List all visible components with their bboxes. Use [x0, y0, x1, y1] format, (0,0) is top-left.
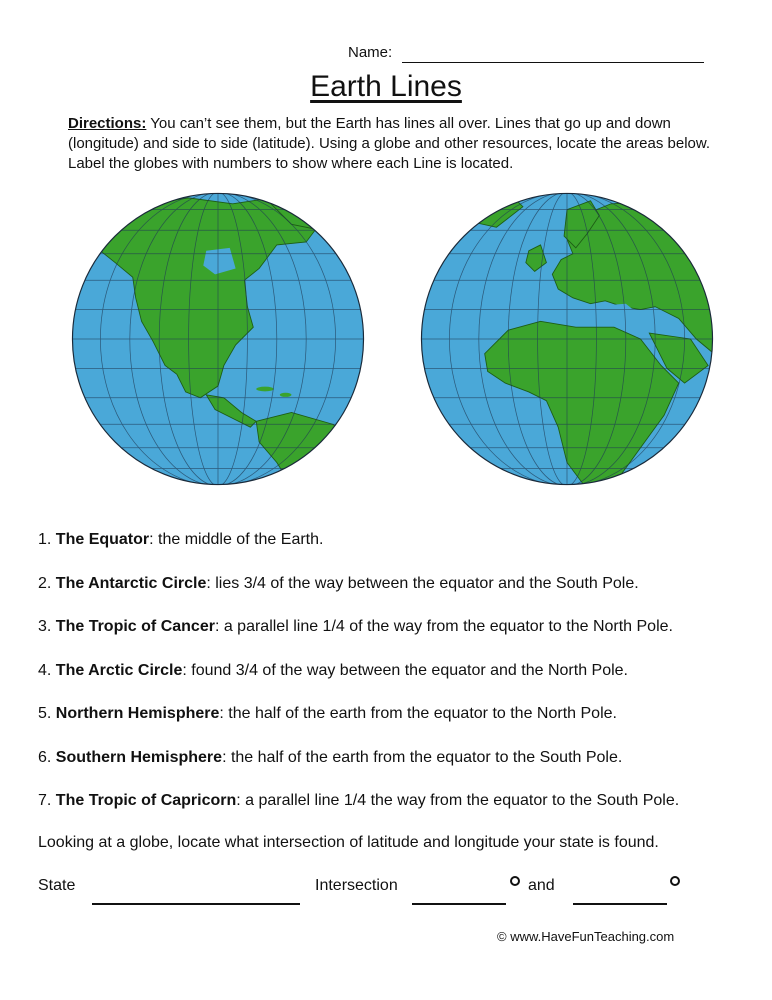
state-blank-line[interactable] [92, 903, 300, 905]
item-term: The Antarctic Circle [55, 574, 207, 592]
item-number: 4. [38, 661, 56, 679]
item-description: : the half of the earth from the equator to the North Pole. [219, 705, 617, 722]
name-blank-line[interactable] [402, 62, 704, 63]
south-america-shape [256, 413, 365, 487]
state-instruction: Looking at a globe, locate what intersection of latitude and longitude your state is found. [38, 834, 659, 851]
directions-paragraph [68, 114, 718, 174]
item-term: The Tropic of Cancer [55, 618, 215, 635]
item-number: 5. [38, 705, 56, 722]
item-number: 2. [38, 574, 56, 592]
globe-americas-icon [71, 192, 365, 486]
page-title: Earth Lines [310, 70, 462, 103]
item-description: : a parallel line 1/4 the way from the equator to the South Pole. [236, 792, 680, 809]
item-term: Southern Hemisphere [55, 748, 223, 766]
item-number: 1. [38, 531, 56, 548]
latitude-blank-line[interactable] [412, 903, 506, 905]
list-item [38, 705, 758, 749]
degree-icon [670, 876, 680, 886]
item-number: 7. [38, 792, 56, 809]
list-item [38, 575, 758, 619]
list-item [38, 749, 758, 793]
item-description: : the half of the earth from the equator to the South Pole. [222, 748, 623, 766]
state-label: State [38, 877, 76, 894]
item-description: : lies 3/4 of the way between the equator and the South Pole. [206, 574, 639, 592]
directions-label: Directions: [68, 115, 147, 132]
list-item [38, 792, 758, 836]
item-description: : the middle of the Earth. [149, 531, 324, 548]
directions-text: You can’t see them, but the Earth has lines all over. Lines that go up and down (longitude) and side to side (latitude). Using a globe and other resources, locate the areas below. Label the globes with numbers to show where each Line is located. [68, 115, 711, 172]
item-description: : found 3/4 of the way between the equator and the North Pole. [182, 661, 628, 679]
item-term: Northern Hemisphere [55, 705, 220, 722]
item-description: : a parallel line 1/4 of the way from the equator to the North Pole. [214, 618, 673, 635]
list-item [38, 662, 758, 706]
item-number: 6. [38, 748, 56, 766]
item-term: The Equator [55, 531, 150, 548]
degree-icon [510, 876, 520, 886]
item-number: 3. [38, 618, 56, 635]
item-term: The Tropic of Capricorn [55, 792, 237, 809]
globe-europe-africa-icon [420, 192, 714, 486]
and-label: and [528, 877, 555, 894]
longitude-blank-line[interactable] [573, 903, 667, 905]
list-item [38, 531, 758, 575]
copyright-text: © www.HaveFunTeaching.com [497, 929, 675, 944]
list-item [38, 618, 758, 662]
name-label: Name: [348, 44, 393, 61]
item-term: The Arctic Circle [55, 661, 183, 679]
intersection-label: Intersection [315, 877, 398, 894]
earth-lines-list [38, 531, 758, 836]
